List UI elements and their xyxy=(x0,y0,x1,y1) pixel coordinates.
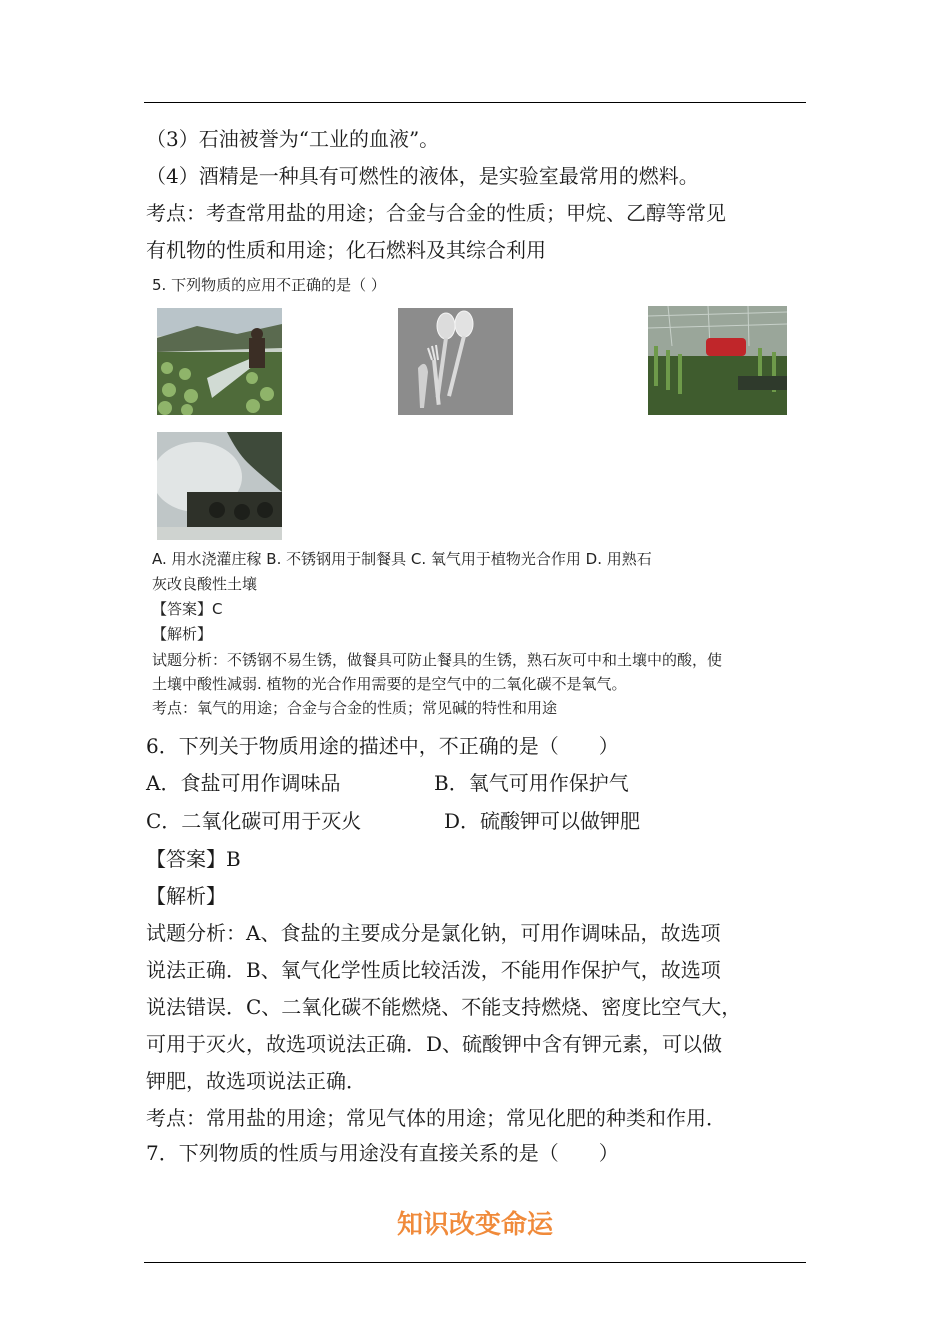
q6-option-b: B．氧气可用作保护气 xyxy=(434,771,629,795)
top-line-1: （3）石油被誉为“工业的血液”。 xyxy=(146,127,440,151)
q5-options-line2: 灰改良酸性土壤 xyxy=(152,575,258,593)
q5-options-line1: A. 用水浇灌庄稼 B. 不锈钢用于制餐具 C. 氧气用于植物光合作用 D. 用熟石 xyxy=(152,550,652,568)
top-line-4: 有机物的性质和用途；化石燃料及其综合利用 xyxy=(146,238,546,262)
top-line-2: （4）酒精是一种具有可燃性的液体，是实验室最常用的燃料。 xyxy=(146,164,699,188)
photo-stainless-cutlery xyxy=(398,308,513,415)
q6-analysis-4: 可用于灭火，故选项说法正确．D、硫酸钾中含有钾元素，可以做 xyxy=(146,1032,723,1056)
photo-slaked-lime xyxy=(157,432,282,540)
q5-question: 5. 下列物质的应用不正确的是（ ） xyxy=(152,276,386,294)
q6-analysis-1: 试题分析：A、食盐的主要成分是氯化钠，可用作调味品，故选项 xyxy=(146,921,721,945)
q6-analysis-3: 说法错误．C、二氧化碳不能燃烧、不能支持燃烧、密度比空气大， xyxy=(146,995,742,1019)
q6-analysis-5: 钾肥，故选项说法正确． xyxy=(146,1069,366,1093)
q7-question: 7．下列物质的性质与用途没有直接关系的是（ ） xyxy=(146,1141,619,1165)
q5-analysis-label: 【解析】 xyxy=(152,625,213,643)
q5-answer: 【答案】C xyxy=(152,600,223,618)
footer-rule xyxy=(144,1262,806,1263)
q6-option-d: D．硫酸钾可以做钾肥 xyxy=(444,809,641,833)
footer-slogan: 知识改变命运 xyxy=(396,1210,553,1240)
header-rule xyxy=(144,102,806,103)
q5-analysis-2: 土壤中酸性减弱. 植物的光合作用需要的是空气中的二氧化碳不是氧气。 xyxy=(152,675,627,693)
q5-analysis-1: 试题分析：不锈钢不易生锈，做餐具可防止餐具的生锈，熟石灰可中和土壤中的酸，使 xyxy=(152,651,723,669)
q6-analysis-label: 【解析】 xyxy=(146,884,226,908)
q6-answer: 【答案】B xyxy=(146,847,241,871)
photo-greenhouse xyxy=(648,306,787,415)
q5-kaodian: 考点：氧气的用途；合金与合金的性质；常见碱的特性和用途 xyxy=(152,699,558,717)
q6-option-c: C．二氧化碳可用于灭火 xyxy=(146,809,362,833)
photo-watering-crops xyxy=(157,308,282,415)
q6-option-a: A．食盐可用作调味品 xyxy=(146,771,341,795)
q6-question: 6．下列关于物质用途的描述中，不正确的是（ ） xyxy=(146,734,619,758)
q6-analysis-2: 说法正确．B、氧气化学性质比较活泼，不能用作保护气，故选项 xyxy=(146,958,721,982)
top-line-3: 考点：考查常用盐的用途；合金与合金的性质；甲烷、乙醇等常见 xyxy=(146,201,726,225)
q6-kaodian: 考点：常用盐的用途；常见气体的用途；常见化肥的种类和作用． xyxy=(146,1106,726,1130)
